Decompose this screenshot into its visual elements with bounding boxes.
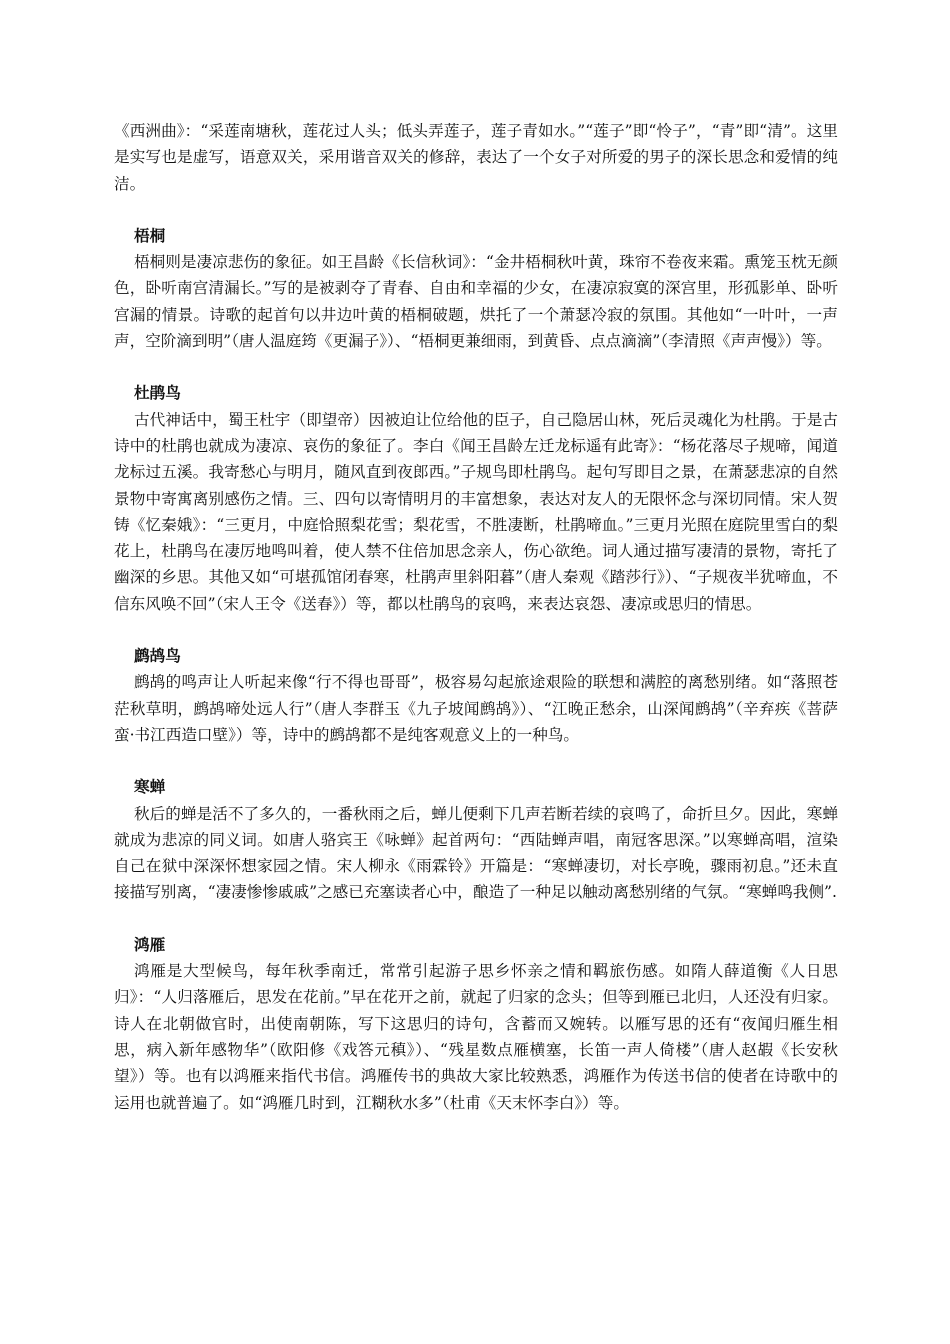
section-dujuan xyxy=(114,380,838,617)
section-heading: 梧桐 xyxy=(134,226,166,245)
section-heading: 杜鹃鸟 xyxy=(134,384,181,403)
document-page xyxy=(114,118,838,1116)
section-body: 秋后的蝉是活不了多久的，一番秋雨之后，蝉儿便剩下几声若断若续的哀鸣了，命折旦夕。因此，寒蝉就成为悲凉的同义词。如唐人骆宾王《咏蝉》起首两句：“西陆蝉声唱，南冠客思深。”以寒蝉高唱，渲染自己在狱中深深怀想家园之情。宋人柳永《雨霖铃》开篇是：“寒蝉凄切，对长亭晚，骤雨初息。”还未直接描写别离，“凄凄惨惨戚戚”之感已充塞读者心中，酿造了一种足以触动离愁别绪的气氛。“寒蝉鸣我侧”. xyxy=(114,804,838,902)
section-body: 鹧鸪的鸣声让人听起来像“行不得也哥哥”，极容易勾起旅途艰险的联想和满腔的离愁别绪。如“落照苍茫秋草明，鹧鸪啼处远人行”（唐人李群玉《九子坡闻鹧鸪》）、“江晚正愁余，山深闻鹧鸪”（辛弃疾《菩萨蛮·书江西造口壁》）等，诗中的鹧鸪都不是纯客观意义上的一种鸟。 xyxy=(114,673,838,744)
section-hanchan xyxy=(114,774,838,905)
section-body: 鸿雁是大型候鸟，每年秋季南迁，常常引起游子思乡怀亲之情和羁旅伤感。如隋人薛道衡《人日思归》：“人归落雁后，思发在花前。”早在花开之前，就起了归家的念头；但等到雁已北归，人还没有归家。诗人在北朝做官时，出使南朝陈，写下这思归的诗句，含蓄而又婉转。以雁写思的还有“夜闻归雁生相思，病入新年感物华”（欧阳修《戏答元稹》）、“残星数点雁横塞，长笛一声人倚楼”（唐人赵嘏《长安秋望》）等。也有以鸿雁来指代书信。鸿雁传书的典故大家比较熟悉，鸿雁作为传送书信的使者在诗歌中的运用也就普遍了。如“鸿雁几时到，江糊秋水多”（杜甫《天末怀李白》）等。 xyxy=(114,962,838,1112)
section-wutong xyxy=(114,223,838,354)
section-zhegu xyxy=(114,643,838,748)
section-heading: 寒蝉 xyxy=(134,778,166,797)
section-heading: 鹧鸪鸟 xyxy=(134,647,181,666)
section-hongyan xyxy=(114,932,838,1116)
section-heading: 鸿雁 xyxy=(134,935,166,954)
intro-paragraph: 《西洲曲》：“采莲南塘秋，莲花过人头；低头弄莲子，莲子青如水。”“莲子”即“怜子”，“青”即“清”。这里是实写也是虚写，语意双关，采用谐音双关的修辞，表达了一个女子对所爱的男子的深长思念和爱情的纯洁。 xyxy=(114,122,838,193)
section-body: 古代神话中，蜀王杜宇（即望帝）因被迫让位给他的臣子，自己隐居山林，死后灵魂化为杜鹃。于是古诗中的杜鹃也就成为凄凉、哀伤的象征了。李白《闻王昌龄左迁龙标遥有此寄》：“杨花落尽子规啼，闻道龙标过五溪。我寄愁心与明月，随风直到夜郎西。”子规鸟即杜鹃鸟。起句写即目之景，在萧瑟悲凉的自然景物中寄寓离别感伤之情。三、四句以寄情明月的丰富想象，表达对友人的无限怀念与深切同情。宋人贺铸《忆秦娥》：“三更月，中庭恰照梨花雪；梨花雪，不胜凄断，杜鹃啼血。”三更月光照在庭院里雪白的梨花上，杜鹃鸟在凄厉地鸣叫着，使人禁不住倍加思念亲人，伤心欲绝。词人通过描写凄清的景物，寄托了幽深的乡思。其他又如“可堪孤馆闭春寒，杜鹃声里斜阳暮”（唐人秦观《踏莎行》）、“子规夜半犹啼血，不信东风唤不回”（宋人王令《送春》）等，都以杜鹃鸟的哀鸣，来表达哀怨、凄凉或思归的情思。 xyxy=(114,410,838,613)
section-body: 梧桐则是凄凉悲伤的象征。如王昌龄《长信秋词》：“金井梧桐秋叶黄，珠帘不卷夜来霜。熏笼玉枕无颜色，卧听南宫清漏长。”写的是被剥夺了青春、自由和幸福的少女，在凄凉寂寞的深宫里，形孤影单、卧听宫漏的情景。诗歌的起首句以井边叶黄的梧桐破题，烘托了一个萧瑟冷寂的氛围。其他如“一叶叶，一声声，空阶滴到明”（唐人温庭筠《更漏子》）、“梧桐更兼细雨，到黄昏、点点滴滴”（李清照《声声慢》）等。 xyxy=(114,253,838,351)
